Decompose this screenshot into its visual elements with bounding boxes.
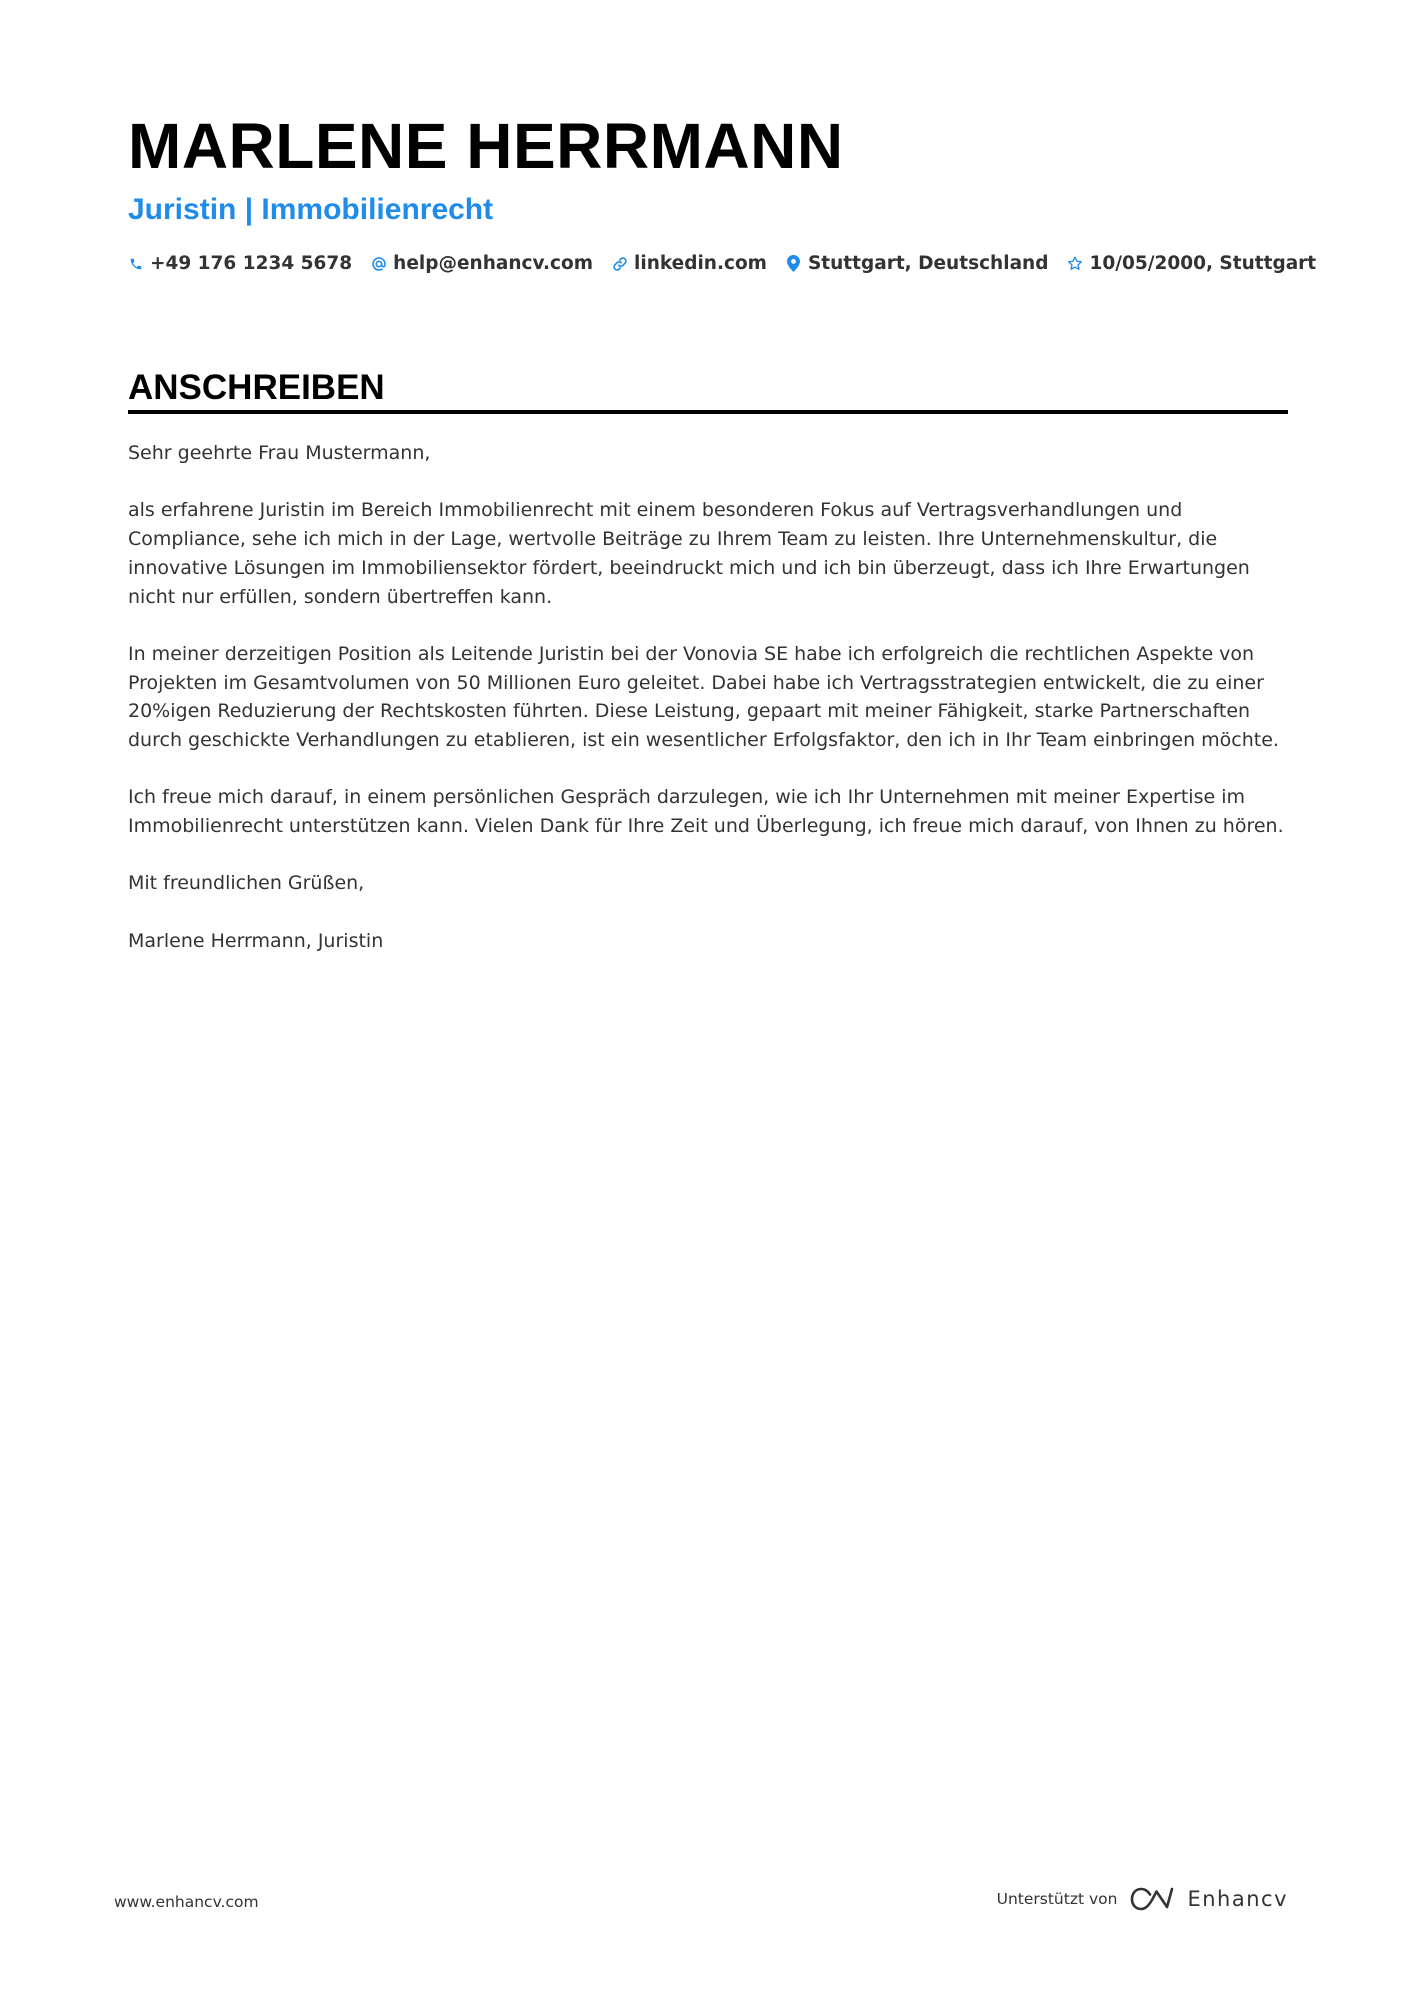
contact-phone-text: +49 176 1234 5678 — [150, 253, 353, 274]
job-title: Juristin | Immobilienrecht — [128, 193, 494, 226]
contact-bar — [128, 253, 1335, 274]
contact-email-text: help@enhancv.com — [393, 253, 594, 274]
footer-branding[interactable] — [997, 1886, 1288, 1912]
star-icon — [1067, 254, 1083, 274]
enhancv-logo-icon — [1129, 1886, 1175, 1912]
section-divider — [128, 410, 1288, 414]
contact-location-text: Stuttgart, Deutschland — [807, 253, 1049, 274]
link-icon — [612, 254, 628, 274]
letter-paragraph: als erfahrene Juristin im Bereich Immobilienrecht mit einem besonderen Fokus auf Vertragsverhandlungen und Compliance, sehe ich mich in der Lage, wertvolle Beiträge zu Ihrem Team zu leisten. Ihre Unternehmenskultur, die innovative Lösungen im Immobiliensektor fördert, beeindruckt mich und ich bin überzeugt, dass ich Ihre Erwartungen nicht nur erfüllen, sondern übertreffen kann. — [128, 499, 1250, 608]
contact-birth — [1067, 253, 1316, 274]
letter-closing: Mit freundlichen Grüßen, — [128, 872, 365, 895]
section-title: ANSCHREIBEN — [128, 368, 385, 407]
brand-name: Enhancv — [1187, 1887, 1288, 1911]
footer-website-link[interactable]: www.enhancv.com — [114, 1893, 259, 1911]
letter-body — [128, 439, 1288, 984]
candidate-name: MARLENE HERRMANN — [128, 110, 844, 182]
phone-icon — [128, 254, 144, 274]
location-pin-icon — [786, 254, 802, 274]
powered-by-text: Unterstützt von — [996, 1890, 1118, 1908]
letter-paragraph: In meiner derzeitigen Position als Leitende Juristin bei der Vonovia SE habe ich erfolgreich die rechtlichen Aspekte von Projekten im Gesamtvolumen von 50 Millionen Euro geleitet. Dabei habe ich Vertragsstrategien entwickelt, die zu einer 20%igen Reduzierung der Rechtskosten führten. Diese Leistung, gepaart mit meiner Fähigkeit, starke Partnerschaften durch geschickte Verhandlungen zu etablieren, ist ein wesentlicher Erfolgsfaktor, den ich in Ihr Team einbringen möchte. — [128, 642, 1279, 751]
contact-birth-text: 10/05/2000, Stuttgart — [1089, 253, 1317, 274]
at-icon — [371, 254, 387, 274]
letter-salutation: Sehr geehrte Frau Mustermann, — [128, 442, 431, 464]
contact-phone[interactable] — [128, 253, 352, 274]
letter-signature: Marlene Herrmann, Juristin — [128, 929, 384, 952]
letter-paragraph: Ich freue mich darauf, in einem persönlichen Gespräch darzulegen, wie ich Ihr Unternehmen mit meiner Expertise im Immobilienrecht unterstützen kann. Vielen Dank für Ihre Zeit und Überlegung, ich freue mich darauf, von Ihnen zu hören. — [128, 786, 1284, 838]
contact-linkedin-text: linkedin.com — [634, 253, 767, 274]
contact-location — [786, 253, 1049, 274]
contact-email[interactable] — [371, 253, 593, 274]
contact-linkedin[interactable] — [612, 253, 767, 274]
